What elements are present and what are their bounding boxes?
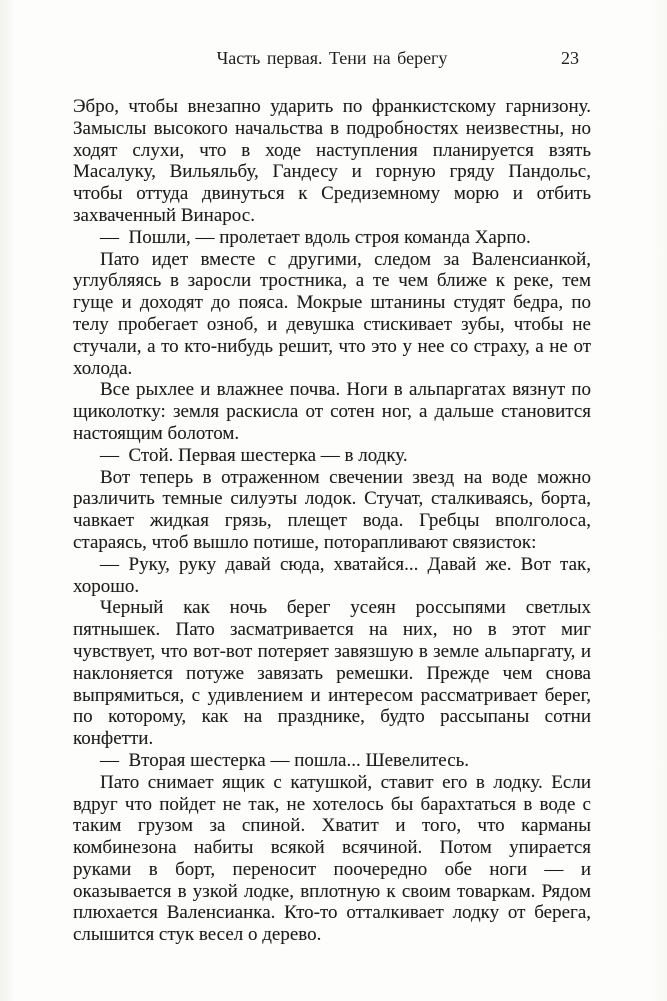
paragraph: Вот теперь в отраженном свечении звезд на воде можно различить темные силуэты лодок. Стучат, сталкиваясь, борта, чавкает жидкая грязь, плещет вода. Гребцы вполголоса, стараясь, чтоб вышло потише, поторапливают связисток: <box>73 466 591 553</box>
paragraph: Пато снимает ящик с катушкой, ставит его в лодку. Если вдруг что пойдет не так, не хотелось бы барахтаться в воде с таким грузом за спиной. Хватит и того, что карманы комбинезона набиты всякой всячиной. Потом упирается руками в борт, переносит поочередно обе ноги — и оказывается в узкой лодке, вплотную к своим товаркам. Рядом плюхается Валенсианка. Кто-то отталкивает лодку от берега, слышится стук весел о дерево. <box>73 771 591 946</box>
paragraph: Черный как ночь берег усеян россыпями светлых пятнышек. Пато засматривается на них, но в этот миг чувствует, что вот-вот потеряет завязшую в земле альпаргату, и наклоняется потуже завязать ремешки. Прежде чем снова выпрямиться, с удивлением и интересом рассматривает берег, по которому, как на празднике, будто рассыпаны сотни конфетти. <box>73 597 591 750</box>
page-body <box>73 96 591 946</box>
paragraph: Все рыхлее и влажнее почва. Ноги в альпаргатах вязнут по щиколотку: земля раскисла от сотен ног, а дальше становится настоящим болотом. <box>73 379 591 444</box>
paragraph-dialogue: — Пошли, — пролетает вдоль строя команда Харпо. <box>100 226 531 248</box>
paragraph-dialogue: — Стой. Первая шестерка — в лодку. <box>100 444 408 466</box>
running-title: Часть первая. Тени на берегу <box>216 48 448 68</box>
paragraph-dialogue: — Вторая шестерка — пошла... Шевелитесь. <box>100 749 470 771</box>
paragraph-continuation: Эбро, чтобы внезапно ударить по франкистскому гарнизону. Замыслы высокого начальства в подробностях неизвестны, но ходят слухи, что в ходе наступления планируется взять Масалуку, Вильяльбу, Гандесу и горную гряду Пандольс, чтобы оттуда двинуться к Средиземному морю и отбить захваченный Винарос. <box>73 96 591 226</box>
page-number: 23 <box>561 48 579 68</box>
paragraph-dialogue: — Руку, руку давай сюда, хватайся... Давай же. Вот так, хорошо. <box>73 553 591 597</box>
page-header <box>73 47 591 69</box>
paragraph: Пато идет вместе с другими, следом за Валенсианкой, углубляясь в заросли тростника, а те чем ближе к реке, тем гуще и доходят до пояса. Мокрые штанины студят бедра, по телу пробегает озноб, и девушка стискивает зубы, чтобы не стучали, а то кто-нибудь решит, что это у нее со страху, а не от холода. <box>73 248 591 379</box>
